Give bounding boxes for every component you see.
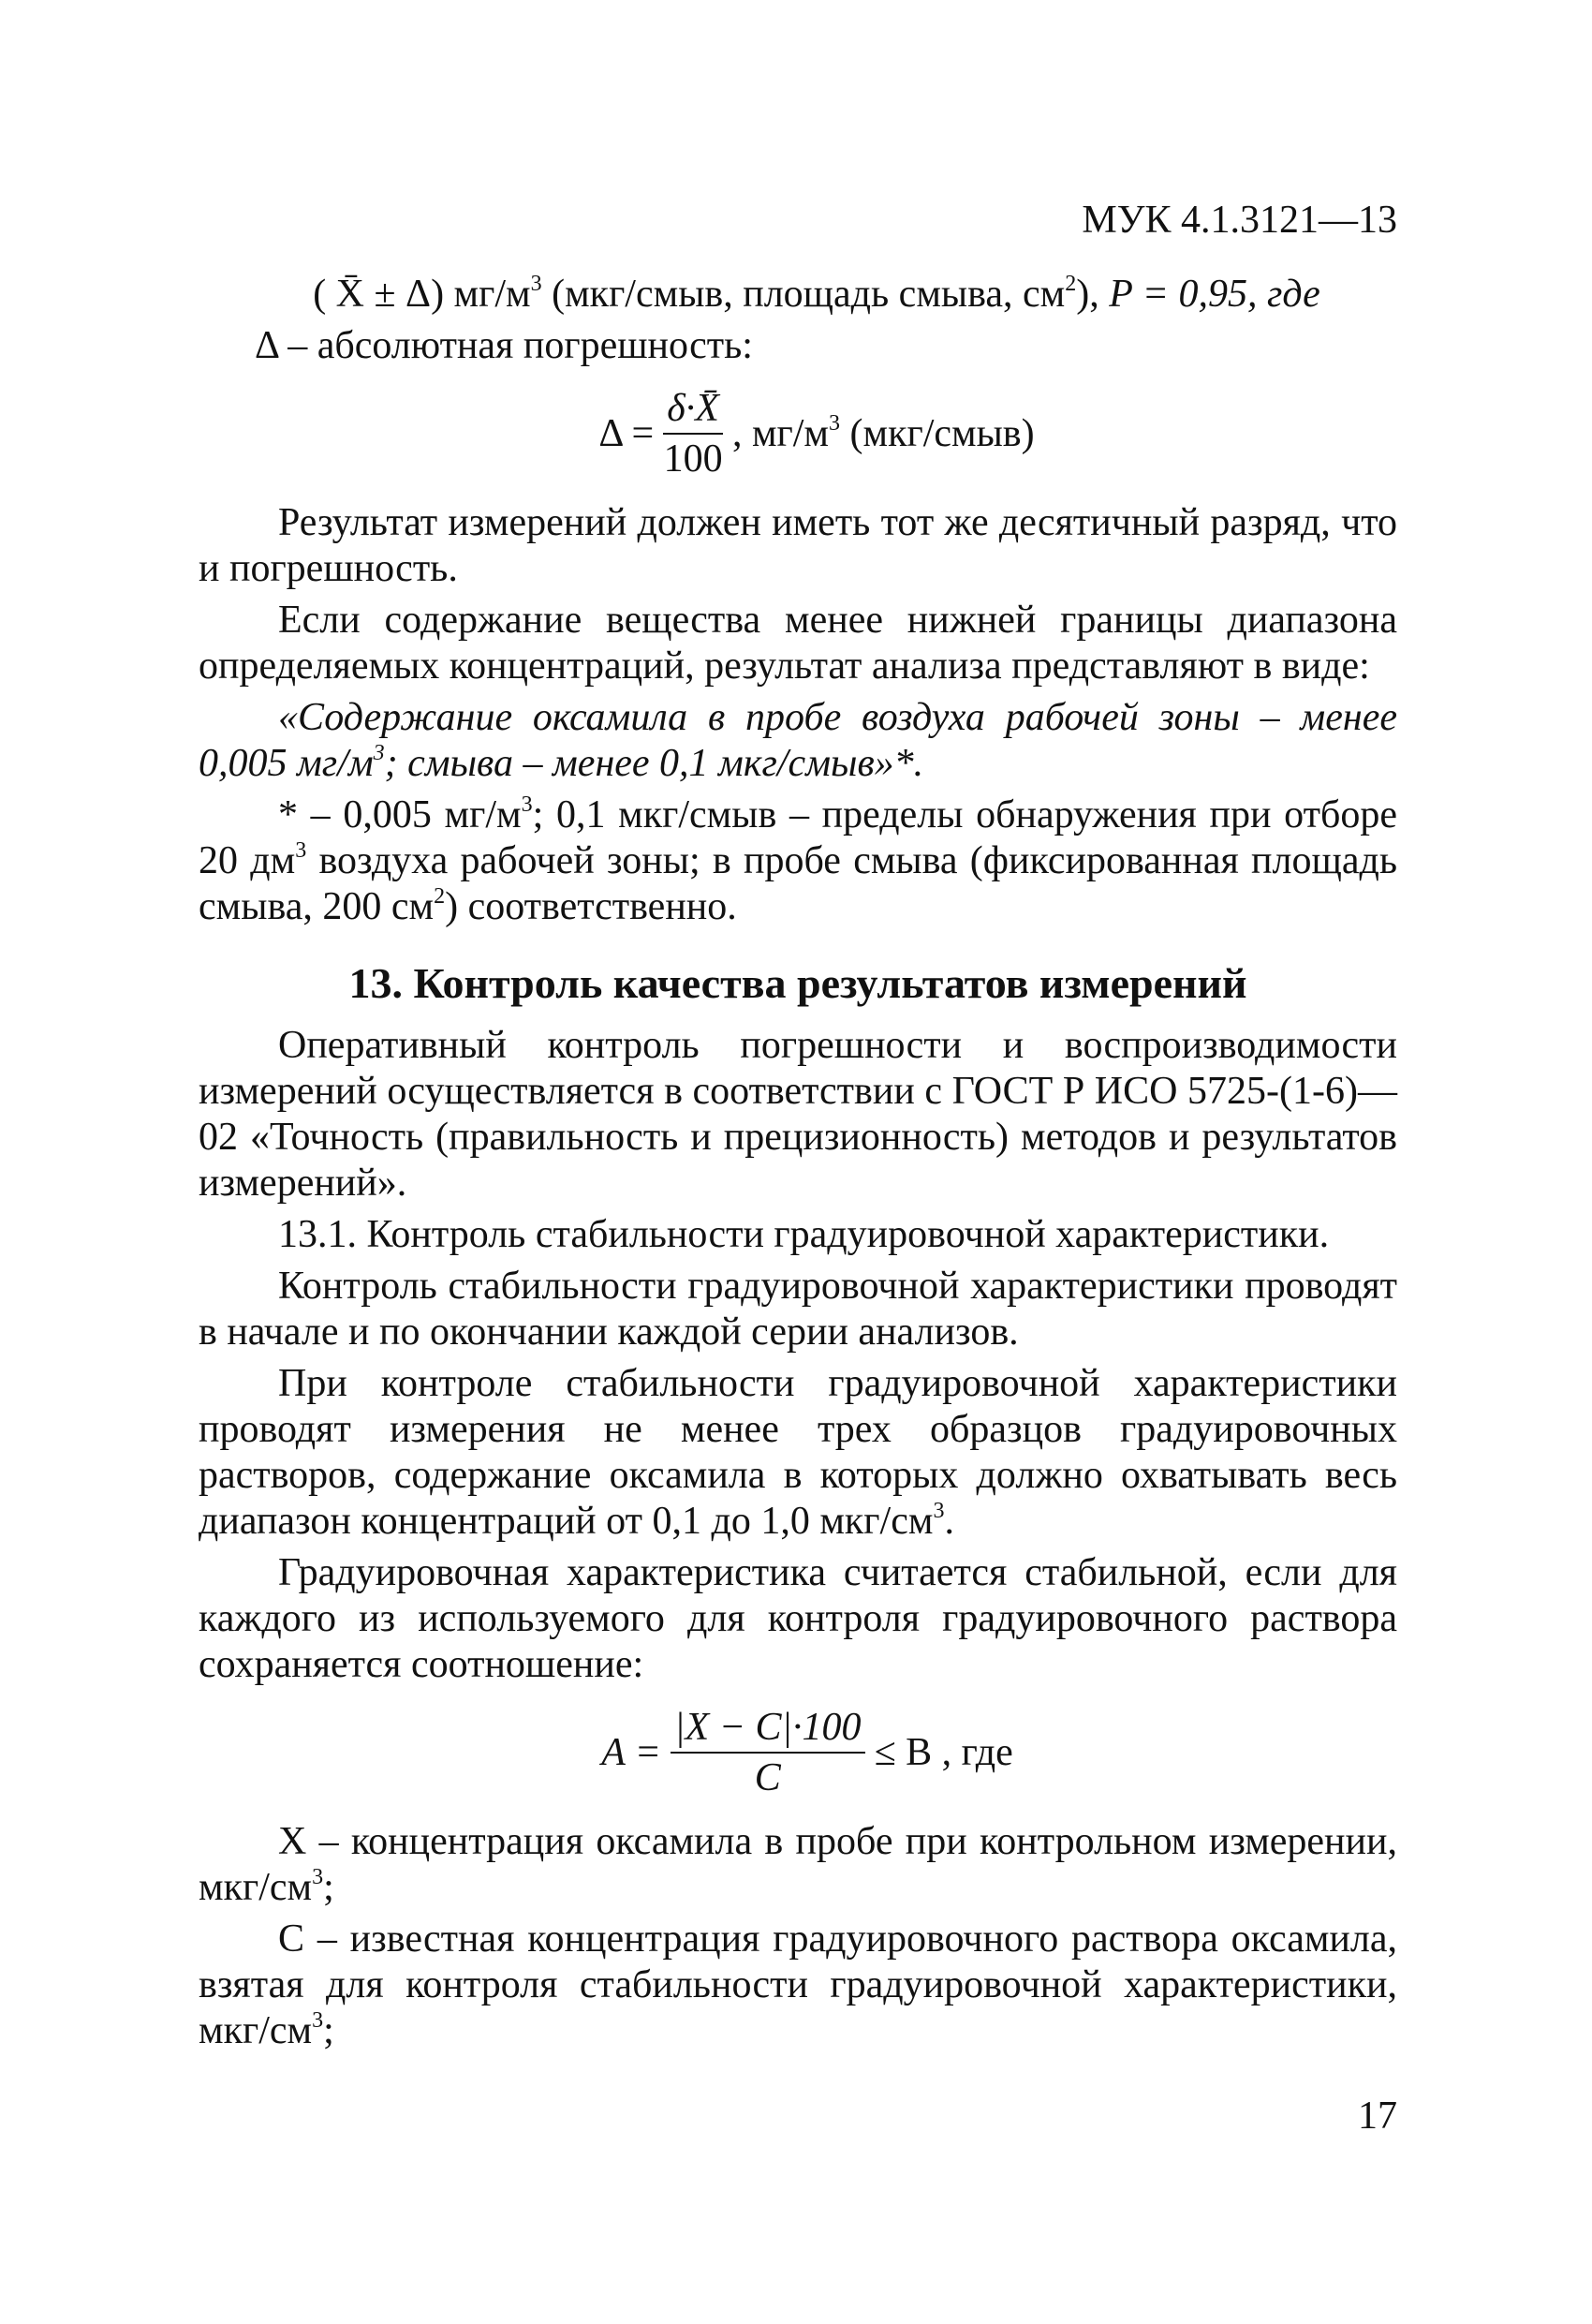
paragraph-below-range: Если содержание вещества менее нижней границы диапазона определяемых концентраций, результат анализа представляют в виде: (199, 599, 1397, 688)
page-body (199, 272, 1397, 2054)
formula-lhs: A = (601, 1730, 661, 1774)
paragraph-operational-control: Оперативный контроль погрешности и воспроизводимости измерений осуществляется в соответствии с ГОСТ Р ИСО 5725-(1-6)—02 «Точность (правильность и прецизионность) методов и результатов измерений». (199, 1024, 1397, 1205)
footnote-detection-limits: * – 0,005 $мг/м^3$; 0,1 мкг/смыв – пределы обнаружения при отборе 20 $дм^3$ воздуха рабочей зоны; в пробе смыва (фиксированная площадь смыва, 200 $см^2$) соответственно. (199, 792, 1397, 928)
fraction (663, 388, 723, 480)
fraction-denominator: 100 (663, 437, 723, 481)
definition-x: X – концентрация оксамила в пробе при контрольном измерении, мкг/$см^3$; (199, 1820, 1397, 1909)
result-expression: ( X̄ ± Δ) $мг/м^3$ (мкг/смыв, площадь смыва, $см^2$), P = 0,95, где (313, 272, 1320, 316)
page-number: 17 (1358, 2095, 1397, 2138)
stability-formula (199, 1707, 1397, 1799)
formula-lhs: Δ = (598, 411, 655, 455)
paragraph-stability-condition: Градуировочная характеристика считается стабильной, если для каждого из используемого для контроля градуировочного раствора сохраняется соотношение: (199, 1551, 1397, 1686)
formula-rhs: ≤ B , где (874, 1730, 1013, 1774)
fraction-denominator: C (754, 1756, 781, 1799)
section-title: 13. Контроль качества результатов измерений (348, 959, 1247, 1007)
formula-units: , $мг/м^3$ (мкг/смыв) (731, 410, 1035, 455)
paragraph-control-timing: Контроль стабильности градуировочной характеристики проводят в начале и по окончании каждой серии анализов. (199, 1265, 1397, 1354)
paragraph-precision: Результат измерений должен иметь тот же десятичный разряд, что и погрешность. (199, 501, 1397, 590)
fraction (671, 1707, 865, 1799)
paragraph-control-samples: При контроле стабильности градуировочной характеристики проводят измерения не менее трех образцов градуировочных растворов, содержание оксамила в которых должно охватывать весь диапазон концентраций от 0,1 до 1,0 мкг/$см^3$. (199, 1362, 1397, 1543)
definition-c: C – известная концентрация градуировочного раствора оксамила, взятая для контроля стабильности градуировочной характеристики, мкг/$см^3$; (199, 1917, 1397, 2052)
fraction-numerator: δ·X̄ (663, 388, 723, 435)
document-code: МУК 4.1.3121—13 (1082, 199, 1397, 242)
paragraph-result-form: «Содержание оксамила в пробе воздуха рабочей зоны – менее 0,005 $мг/м^3$; смыва – менее 0,1 мкг/смыв»*. (199, 696, 1397, 785)
subsection-title: 13.1. Контроль стабильности градуировочной характеристики. (278, 1213, 1330, 1256)
delta-formula (199, 388, 1397, 480)
delta-definition: Δ – абсолютная погрешность: (255, 324, 753, 367)
fraction-numerator: |X − C|·100 (671, 1707, 865, 1754)
